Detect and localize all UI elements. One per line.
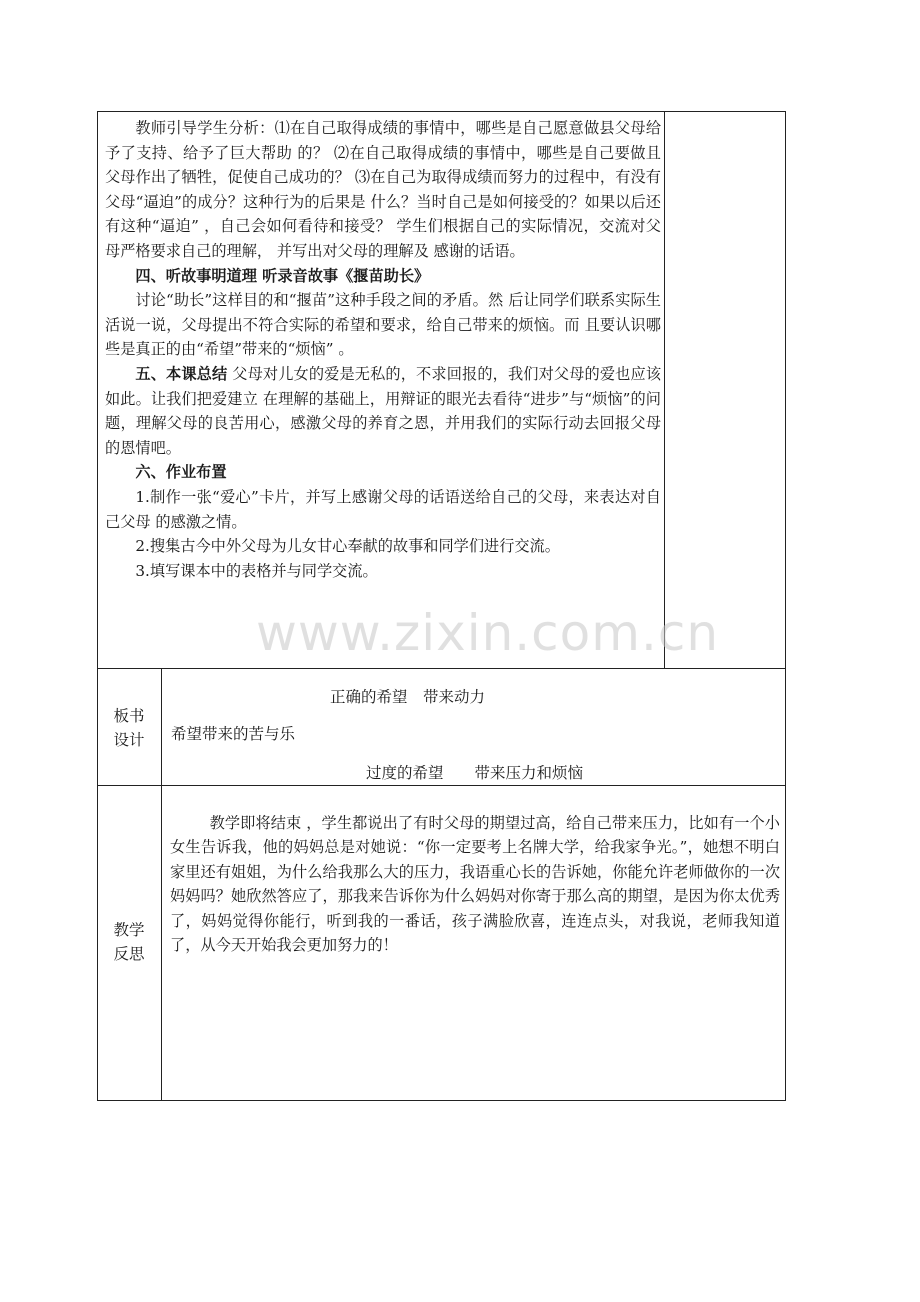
summary-paragraph <box>105 362 661 460</box>
board-line-2: 希望带来的苦与乐 <box>171 725 296 743</box>
reflection-label-line1: 教学 <box>113 921 145 939</box>
summary-text: 父母对儿女的爱是无私的，不求回报的，我们对父母的爱也应该如此。让我们把爱建立 在理解的基础上，用辩证的眼光去看待“进步”与“烦恼”的问题，理解父母的良苦用心，感激父母的养育之恩，并用我们的实际行动去回报父母的恩情吧。 <box>105 364 662 457</box>
section-heading-5: 五、本课总结 <box>135 364 228 383</box>
watermark: www.zixin.com.cn <box>256 604 720 662</box>
homework-item-2: 2.搜集古今中外父母为儿女甘心奉献的故事和同学们进行交流。 <box>135 537 560 556</box>
homework-item-3: 3.填写课本中的表格并与同学交流。 <box>135 561 378 580</box>
row-divider-2 <box>97 785 786 786</box>
row-divider-1 <box>97 668 786 669</box>
board-line-3: 过度的希望 带来压力和烦恼 <box>366 764 584 782</box>
section-heading-4: 四、听故事明道理 听录音故事《揠苗助长》 <box>135 266 430 285</box>
homework-item-1: 1.制作一张“爱心”卡片，并写上感谢父母的话语送给自己的父母，来表达对自己父母 的感激之情。 <box>105 487 661 531</box>
story-paragraph: 讨论“助长”这样目的和“揠苗”这种手段之间的矛盾。然 后让同学们联系实际生活说一说，父母提出不符合实际的希望和要求，给自己带来的烦恼。而 且要认识哪些是真正的由“希望”带来的“烦恼” 。 <box>105 291 661 359</box>
board-design-label <box>98 704 160 752</box>
top-column-divider <box>664 111 665 668</box>
section-heading-6: 六、作业布置 <box>135 463 227 482</box>
reflection-text <box>170 811 780 957</box>
reflection-body: 教学即将结束 ，学生都说出了有时父母的期望过高，给自己带来压力，比如有一个小女生告诉我，他的妈妈总是对她说：“你一定要考上名牌大学，给我家争光。”，她想不明白家里还有姐姐，为什么给我那么大的压力，我语重心长的告诉她，你能允许老师做你的一次妈妈吗？她欣然答应了，那我来告诉你为什么妈妈对你寄于那么高的期望，是因为你太优秀了，妈妈觉得你能行，听到我的一番话，孩子满脸欣喜，连连点头，对我说，老师我知道了，从今天开始我会更加努力的！ <box>170 814 780 955</box>
reflection-label <box>98 918 160 966</box>
analysis-paragraph: 教师引导学生分析：⑴在自己取得成绩的事情中，哪些是自己愿意做县父母给予了支持、给予了巨大帮助 的？ ⑵在自己取得成绩的事情中，哪些是自己要做且父母作出了牺牲，促使自己成功的？ ⑶在自己为取得成绩而努力的过程中，有没有父母“逼迫”的成分？这种行为的后果是 什么？当时自己是如何接受的？如果以后还有这种“逼迫” ，自己会如何看待和接受？ 学生们根据自己的实际情况，交流对父母严格要求自己的理解， 并写出对父母的理解及 感谢的话语。 <box>105 119 661 260</box>
label-column-divider <box>161 668 162 1101</box>
board-line-1: 正确的希望 带来动力 <box>330 688 486 706</box>
lesson-content <box>105 116 661 583</box>
board-label-line1: 板书 <box>113 707 145 725</box>
board-label-line2: 设计 <box>113 731 145 749</box>
reflection-label-line2: 反思 <box>113 945 145 963</box>
